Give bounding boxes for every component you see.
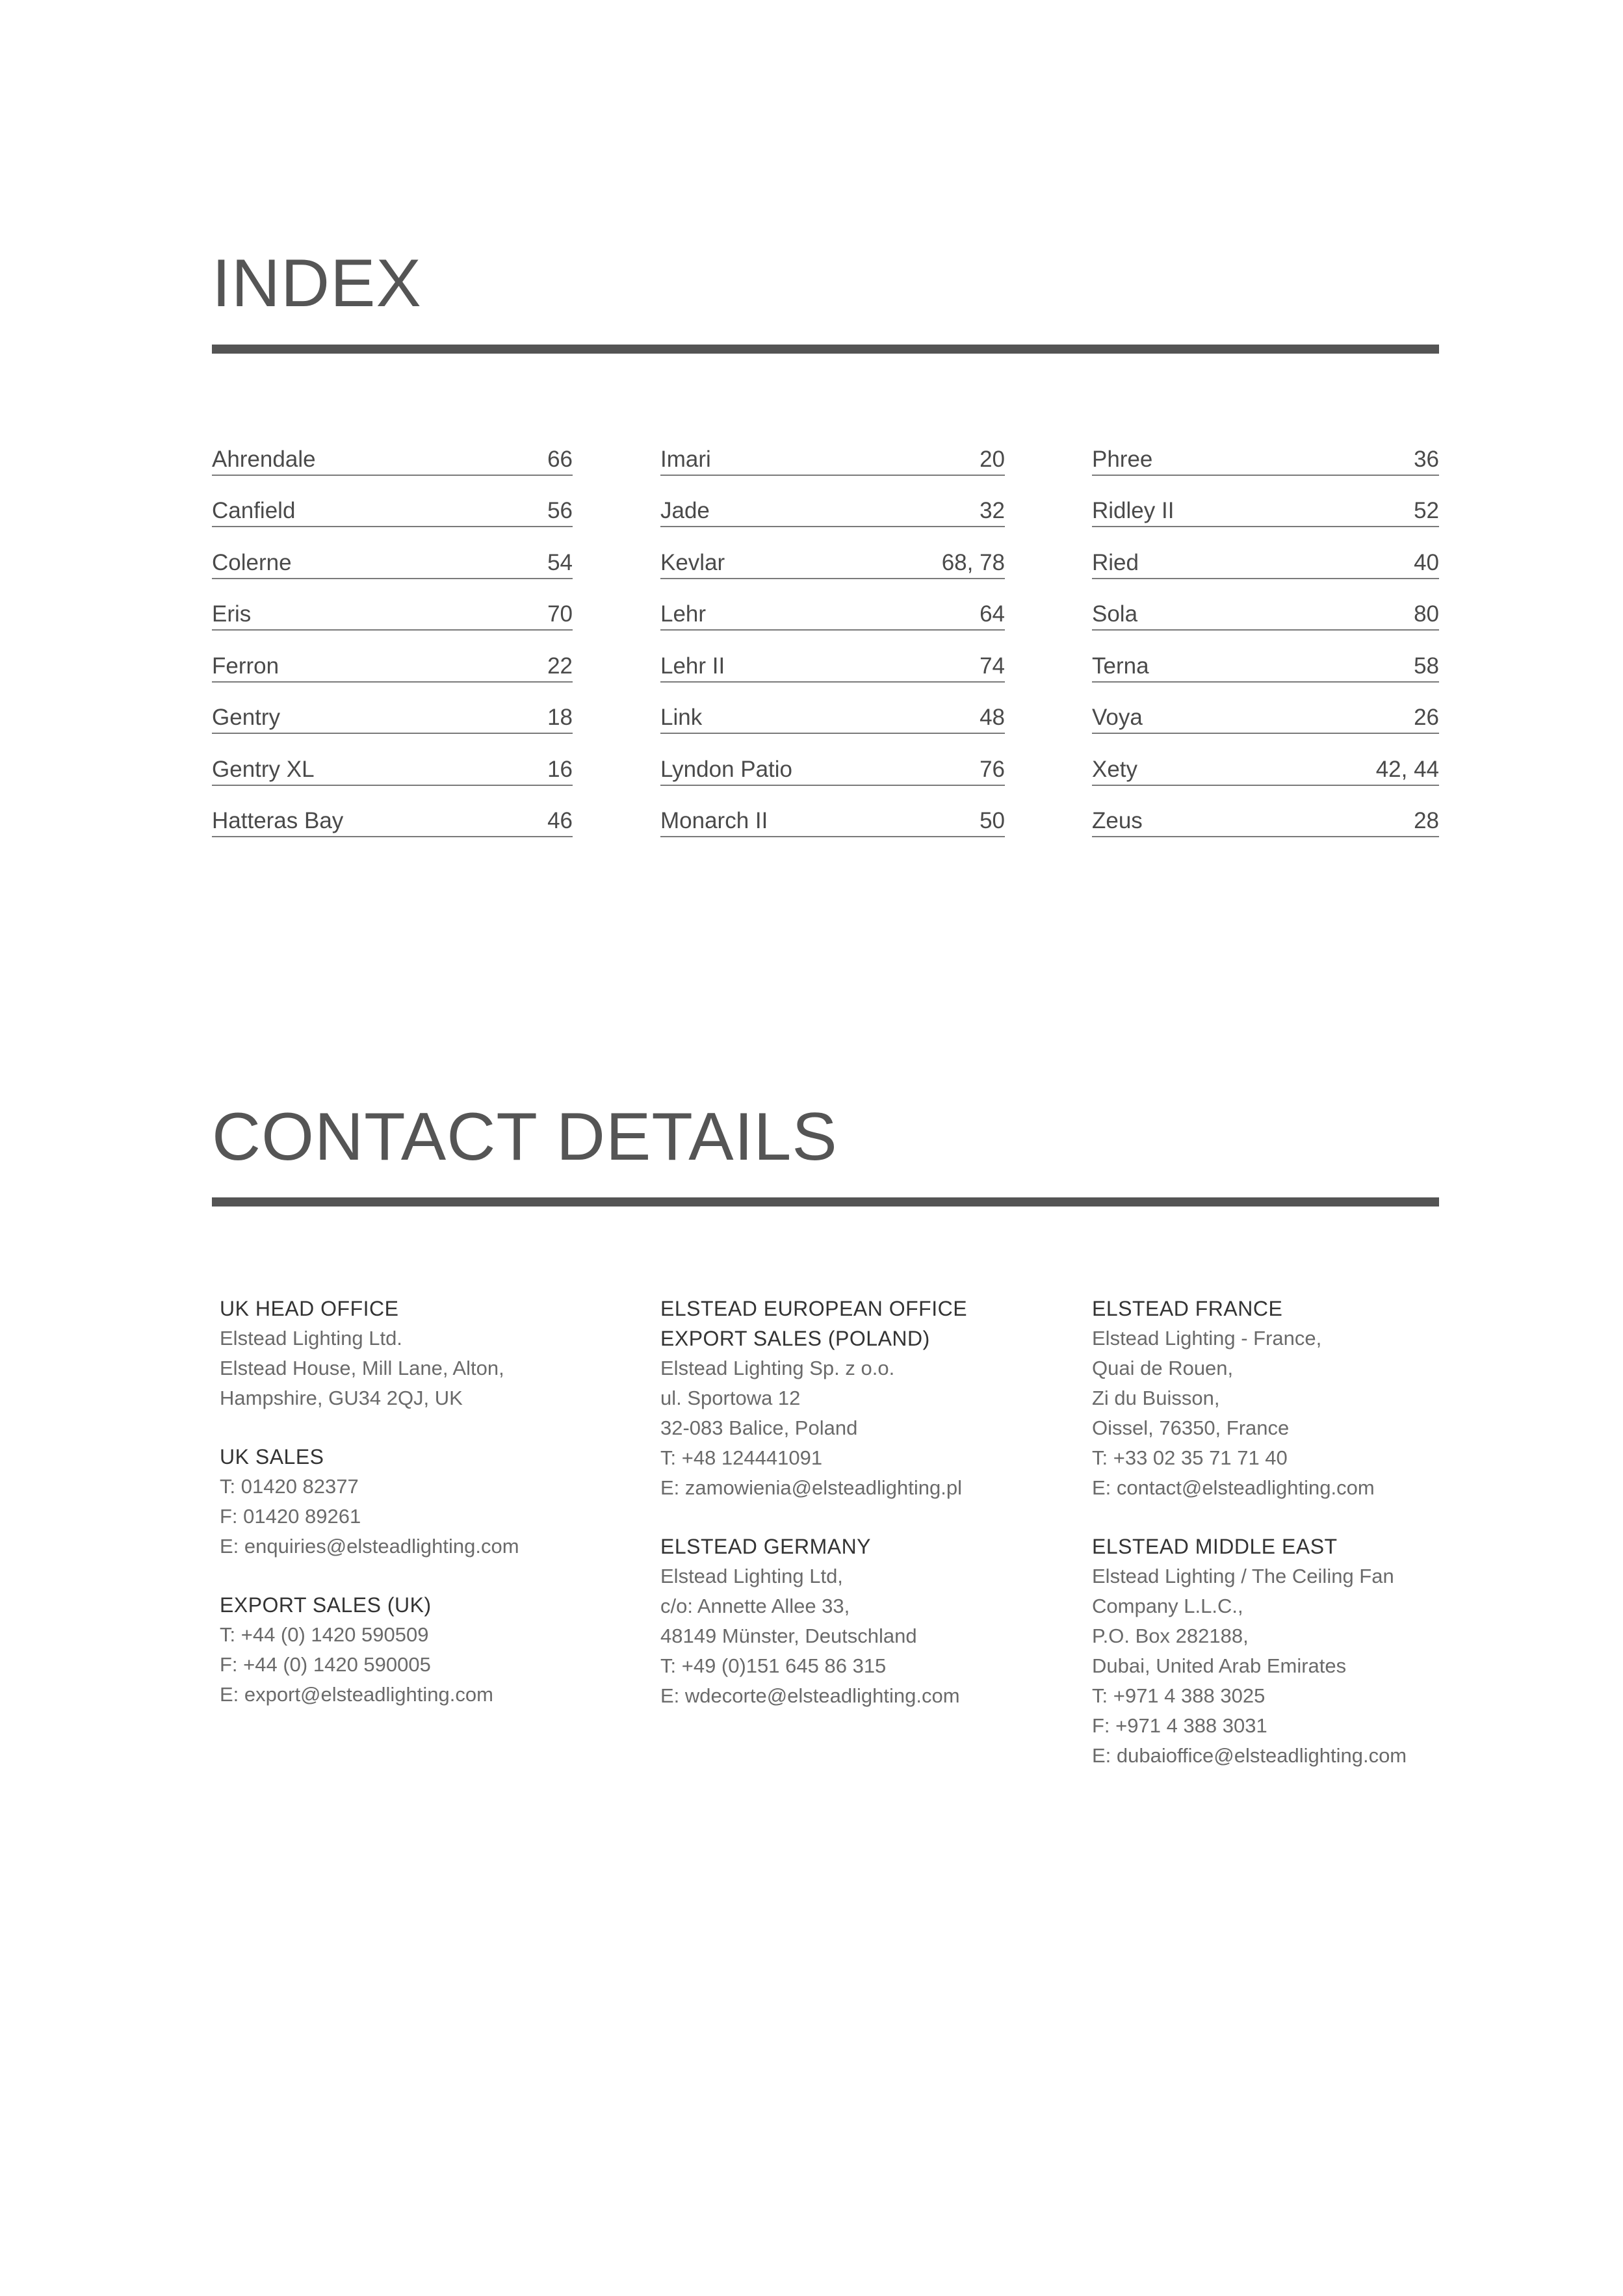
index-entry-underline	[212, 629, 573, 631]
index-entry-name: Terna	[1092, 653, 1149, 679]
index-entry-underline	[660, 578, 1005, 579]
index-column-3	[1092, 429, 1439, 842]
index-entry-underline	[1092, 681, 1439, 683]
contact-line: ul. Sportowa 12	[660, 1387, 801, 1409]
index-column-2	[660, 429, 1005, 842]
index-entry	[660, 636, 1005, 688]
index-entry-name: Hatteras Bay	[212, 808, 344, 833]
contact-block	[660, 1532, 1063, 1711]
index-entry-page: 46	[547, 808, 573, 833]
index-entry-underline	[660, 836, 1005, 837]
index-entry-page: 74	[980, 653, 1005, 679]
index-entry-page: 28	[1414, 808, 1439, 833]
index-entry-page: 66	[547, 446, 573, 472]
contact-heading: UK HEAD OFFICE	[220, 1297, 399, 1320]
contact-heading: ELSTEAD FRANCE	[1092, 1297, 1283, 1320]
contact-line: T: 01420 82377	[220, 1475, 359, 1498]
index-entry	[660, 584, 1005, 636]
contact-line: F: +44 (0) 1420 590005	[220, 1653, 431, 1676]
index-entry-name: Phree	[1092, 446, 1153, 472]
index-entry-underline	[212, 785, 573, 786]
contact-line: F: 01420 89261	[220, 1505, 361, 1528]
contact-line: Elstead Lighting / The Ceiling Fan	[1092, 1565, 1394, 1587]
index-entry-name: Ahrendale	[212, 446, 316, 472]
index-entry-page: 68, 78	[941, 549, 1005, 575]
contact-line: 48149 Münster, Deutschland	[660, 1624, 917, 1647]
index-entry-page: 80	[1414, 601, 1439, 627]
contact-line: E: wdecorte@elsteadlighting.com	[660, 1684, 960, 1707]
index-entry-name: Lehr	[660, 601, 707, 627]
contact-block	[660, 1294, 1063, 1503]
index-entry-name: Imari	[660, 446, 711, 472]
index-entry-underline	[212, 475, 573, 476]
index-entry-page: 76	[980, 756, 1005, 782]
contact-line: Elstead Lighting Ltd.	[220, 1327, 402, 1350]
index-entry-underline	[660, 475, 1005, 476]
contact-line: F: +971 4 388 3031	[1092, 1714, 1267, 1737]
index-entry-name: Gentry	[212, 705, 281, 730]
index-entry-name: Lyndon Patio	[660, 756, 793, 782]
index-entry-underline	[1092, 526, 1439, 527]
contact-line: Quai de Rouen,	[1092, 1357, 1234, 1379]
index-entry-page: 16	[547, 756, 573, 782]
index-entry-underline	[1092, 578, 1439, 579]
contact-heading: ELSTEAD GERMANY	[660, 1535, 872, 1558]
index-entry-underline	[660, 629, 1005, 631]
contact-line: E: zamowienia@elsteadlighting.pl	[660, 1476, 963, 1499]
contact-line: T: +33 02 35 71 71 40	[1092, 1446, 1288, 1469]
contact-line: T: +48 124441091	[660, 1446, 823, 1469]
index-entry-name: Eris	[212, 601, 252, 627]
index-entry	[212, 791, 573, 843]
index-entry-name: Gentry XL	[212, 756, 315, 782]
index-entry-name: Link	[660, 705, 703, 730]
contact-line: Oissel, 76350, France	[1092, 1416, 1290, 1439]
contact-line: E: export@elsteadlighting.com	[220, 1683, 493, 1706]
index-entry-page: 48	[980, 705, 1005, 730]
contact-block	[220, 1590, 623, 1710]
index-entry-underline	[1092, 785, 1439, 786]
contact-block	[220, 1294, 623, 1413]
index-entry-name: Ried	[1092, 549, 1139, 575]
index-title: INDEX	[212, 246, 422, 321]
index-entry-page: 52	[1414, 498, 1439, 523]
contact-line: T: +971 4 388 3025	[1092, 1684, 1266, 1707]
contact-line: E: dubaioffice@elsteadlighting.com	[1092, 1744, 1407, 1767]
index-entry-underline	[1092, 629, 1439, 631]
contact-line: Elstead Lighting Sp. z o.o.	[660, 1357, 895, 1379]
index-entry-page: 32	[980, 498, 1005, 523]
index-entry-underline	[660, 526, 1005, 527]
index-entry-page: 36	[1414, 446, 1439, 472]
index-entry	[660, 791, 1005, 843]
index-entry-page: 50	[980, 808, 1005, 833]
index-entry	[1092, 532, 1439, 584]
contact-line: Elstead House, Mill Lane, Alton,	[220, 1357, 504, 1379]
index-entry-name: Sola	[1092, 601, 1138, 627]
index-entry	[212, 429, 573, 481]
contact-title-rule	[212, 1197, 1439, 1207]
index-entry-name: Lehr II	[660, 653, 725, 679]
index-entry-name: Canfield	[212, 498, 296, 523]
index-entry	[1092, 481, 1439, 533]
index-entry-page: 54	[547, 549, 573, 575]
contact-line: Company L.L.C.,	[1092, 1595, 1243, 1617]
index-entry-name: Colerne	[212, 549, 292, 575]
index-column-1	[212, 429, 573, 842]
index-entry-underline	[1092, 836, 1439, 837]
index-entry-underline	[660, 733, 1005, 734]
index-entry	[212, 688, 573, 740]
contact-line: Elstead Lighting Ltd,	[660, 1565, 843, 1587]
contact-block	[220, 1442, 623, 1561]
index-entry-name: Xety	[1092, 756, 1138, 782]
contact-heading: EXPORT SALES (UK)	[220, 1593, 432, 1617]
index-entry-underline	[1092, 475, 1439, 476]
index-entry-page: 26	[1414, 705, 1439, 730]
index-entry-page: 40	[1414, 549, 1439, 575]
index-entry	[1092, 739, 1439, 791]
index-entry-underline	[212, 526, 573, 527]
index-entry-page: 56	[547, 498, 573, 523]
contact-heading: ELSTEAD MIDDLE EAST	[1092, 1535, 1338, 1558]
contact-line: c/o: Annette Allee 33,	[660, 1595, 850, 1617]
index-entry-name: Ferron	[212, 653, 279, 679]
index-entry-underline	[212, 681, 573, 683]
contact-line: Elstead Lighting - France,	[1092, 1327, 1322, 1350]
index-entry-underline	[212, 578, 573, 579]
contact-line: T: +49 (0)151 645 86 315	[660, 1654, 887, 1677]
index-entry-underline	[1092, 733, 1439, 734]
contact-column-2	[660, 1294, 1063, 1740]
contact-line: P.O. Box 282188,	[1092, 1624, 1249, 1647]
contact-line: 32-083 Balice, Poland	[660, 1416, 858, 1439]
contact-column-1	[220, 1294, 623, 1738]
index-entry	[212, 584, 573, 636]
contact-line: T: +44 (0) 1420 590509	[220, 1623, 429, 1646]
index-entry-page: 18	[547, 705, 573, 730]
index-entry-name: Jade	[660, 498, 710, 523]
index-entry-name: Zeus	[1092, 808, 1143, 833]
contact-line: E: enquiries@elsteadlighting.com	[220, 1535, 519, 1558]
index-entry-page: 64	[980, 601, 1005, 627]
index-entry	[1092, 429, 1439, 481]
index-entry	[660, 481, 1005, 533]
index-entry-page: 22	[547, 653, 573, 679]
contact-heading: EXPORT SALES (POLAND)	[660, 1327, 930, 1350]
contact-line: Zi du Buisson,	[1092, 1387, 1220, 1409]
contact-line: E: contact@elsteadlighting.com	[1092, 1476, 1375, 1499]
index-entry	[1092, 636, 1439, 688]
contact-column-3	[1092, 1294, 1456, 1799]
contact-line: Dubai, United Arab Emirates	[1092, 1654, 1347, 1677]
index-entry	[1092, 791, 1439, 843]
contact-line: Hampshire, GU34 2QJ, UK	[220, 1387, 463, 1409]
index-entry-name: Kevlar	[660, 549, 725, 575]
index-entry-name: Ridley II	[1092, 498, 1175, 523]
contact-title: CONTACT DETAILS	[212, 1099, 838, 1175]
index-entry-name: Voya	[1092, 705, 1143, 730]
index-entry	[660, 688, 1005, 740]
index-entry	[212, 532, 573, 584]
contact-heading: UK SALES	[220, 1445, 324, 1468]
index-entry-underline	[660, 785, 1005, 786]
contact-block	[1092, 1294, 1456, 1503]
index-entry	[1092, 688, 1439, 740]
index-entry-underline	[212, 733, 573, 734]
index-entry-page: 70	[547, 601, 573, 627]
index-entry-name: Monarch II	[660, 808, 768, 833]
contact-block	[1092, 1532, 1456, 1771]
index-entry-page: 20	[980, 446, 1005, 472]
index-title-rule	[212, 345, 1439, 354]
index-entry-underline	[212, 836, 573, 837]
index-entry	[660, 532, 1005, 584]
contact-heading: ELSTEAD EUROPEAN OFFICE	[660, 1297, 968, 1320]
index-entry	[660, 739, 1005, 791]
index-entry	[660, 429, 1005, 481]
index-entry	[212, 481, 573, 533]
index-entry	[212, 739, 573, 791]
index-entry	[212, 636, 573, 688]
index-entry-page: 58	[1414, 653, 1439, 679]
index-entry-underline	[660, 681, 1005, 683]
index-entry	[1092, 584, 1439, 636]
index-entry-page: 42, 44	[1375, 756, 1439, 782]
